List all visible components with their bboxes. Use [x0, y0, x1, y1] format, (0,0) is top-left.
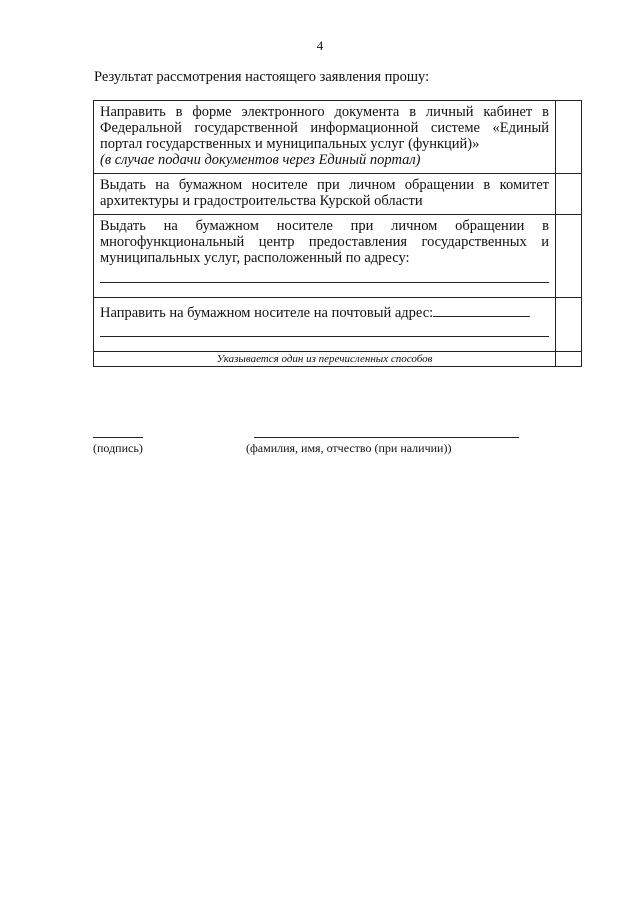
footer-empty-cell [556, 352, 582, 367]
option-text-cell [94, 298, 556, 352]
option-row-mail [94, 298, 582, 352]
option-electronic-note: (в случае подачи документов через Единый портал) [100, 152, 421, 168]
option-row-committee [94, 174, 582, 215]
option-mail-text: Направить на бумажном носителе на почтовый адрес: [100, 305, 434, 321]
option-electronic-text: Направить в форме электронного документа в личный кабинет в Федеральной государственной информационной системе «Единый портал государственных и муниципальных услуг (функций)» [100, 104, 549, 152]
option-mfc-text: Выдать на бумажном носителе при личном обращении в многофункциональный центр предоставления государственных и муниципальных услуг, расположенный по адресу: [100, 218, 549, 266]
full-name-line[interactable] [254, 437, 519, 438]
signature-label: (подпись) [93, 441, 143, 455]
option-electronic-checkbox[interactable] [556, 101, 582, 174]
option-committee-checkbox[interactable] [556, 174, 582, 215]
postal-address-line[interactable] [100, 324, 549, 337]
postal-address-inline-line[interactable] [433, 304, 530, 317]
option-text-cell [94, 101, 556, 174]
signature-line[interactable] [93, 437, 143, 438]
delivery-options-table [93, 100, 582, 367]
footer-note: Указывается один из перечисленных способов [94, 352, 556, 367]
page-number: 4 [316, 38, 324, 53]
option-row-mfc [94, 215, 582, 298]
option-text-cell [94, 174, 556, 215]
option-text-cell [94, 215, 556, 298]
option-mfc-checkbox[interactable] [556, 215, 582, 298]
option-row-electronic [94, 101, 582, 174]
address-line[interactable] [100, 270, 549, 283]
option-mail-checkbox[interactable] [556, 298, 582, 352]
footer-row [94, 352, 582, 367]
intro-text: Результат рассмотрения настоящего заявления прошу: [94, 69, 430, 85]
full-name-label: (фамилия, имя, отчество (при наличии)) [246, 441, 452, 455]
option-committee-text: Выдать на бумажном носителе при личном обращении в комитет архитектуры и градостроительства Курской области [100, 177, 549, 209]
